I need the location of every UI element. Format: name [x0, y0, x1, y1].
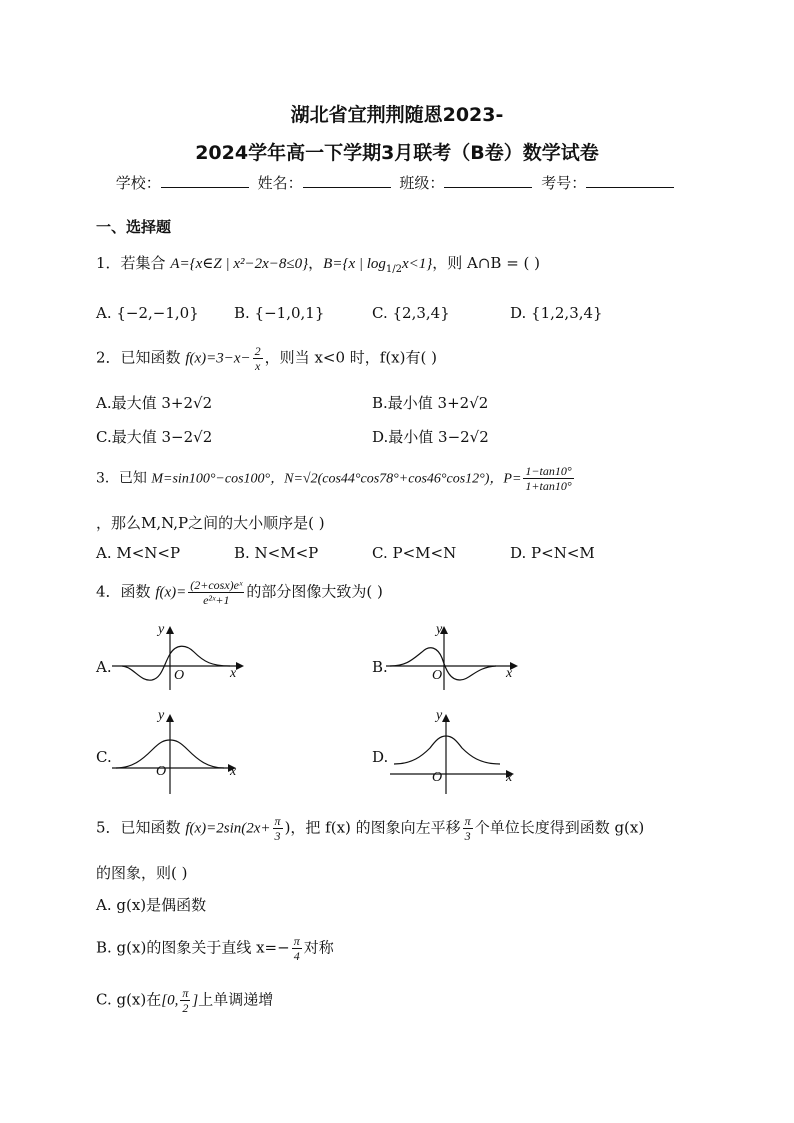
- q3-option-a[interactable]: A. M<N<P: [96, 544, 181, 562]
- q2-fx: f(x)=3−x−: [185, 350, 251, 367]
- school-blank[interactable]: [161, 173, 249, 188]
- q2-option-a[interactable]: A.最大值 3+2√2: [96, 394, 213, 412]
- graph-a-x-arrow: [236, 662, 244, 670]
- graph-a-y-arrow: [166, 626, 174, 634]
- q1-number: 1．若集合: [96, 254, 166, 272]
- q3-fraction: [523, 464, 573, 493]
- q4-fraction: [188, 578, 244, 607]
- question-3-line-2: ，那么M,N,P之间的大小顺序是( ): [96, 514, 325, 532]
- q5-optb-num: π: [293, 934, 300, 948]
- q1-set-a: A={x∈Z | x²−2x−8≤0}: [170, 256, 309, 272]
- q1-option-d[interactable]: D. {1,2,3,4}: [510, 304, 603, 322]
- q2-number: 2．已知函数: [96, 348, 181, 367]
- student-info-line: [0, 172, 794, 193]
- graph-c-y-label: y: [158, 708, 165, 723]
- school-label: 学校：: [115, 174, 161, 192]
- q5-option-b-fraction: [292, 934, 302, 963]
- graph-b-curve: [390, 648, 496, 680]
- q5-option-a[interactable]: A. g(x)是偶函数: [96, 896, 207, 914]
- q4-number: 4．函数: [96, 582, 151, 601]
- q2-option-b[interactable]: B.最小值 3+2√2: [372, 394, 489, 412]
- q4-option-d-label[interactable]: D.: [372, 748, 389, 766]
- q5-option-b[interactable]: [96, 934, 334, 963]
- graph-d-y-label: y: [436, 708, 443, 723]
- q3-option-b[interactable]: B. N<M<P: [234, 544, 319, 562]
- graph-c-x-label: x: [230, 764, 237, 779]
- graph-a-x-label: x: [230, 666, 237, 681]
- name-label: 姓名：: [257, 174, 303, 192]
- title-line-1: 湖北省宜荆荆随恩2023-: [290, 104, 504, 126]
- question-2-stem: [96, 344, 437, 373]
- q4-tail: 的部分图像大致为( ): [246, 582, 383, 601]
- graph-c-origin: O: [156, 764, 167, 779]
- class-label: 班级：: [399, 174, 445, 192]
- q3-option-d[interactable]: D. P<N<M: [510, 544, 595, 562]
- q5-fraction-2: [463, 814, 473, 843]
- q3-frac-num: 1−tan10°: [525, 464, 572, 478]
- q2-option-d[interactable]: D.最小值 3−2√2: [372, 428, 489, 446]
- q5-frac1-num: π: [274, 814, 281, 828]
- q5-option-c-fraction: [180, 986, 190, 1015]
- q5-frac1-den: 3: [274, 829, 281, 843]
- graph-d-y-arrow: [442, 714, 450, 722]
- q5-option-c-post: 上单调递增: [198, 990, 274, 1009]
- q2-option-c[interactable]: C.最大值 3−2√2: [96, 428, 213, 446]
- question-5-line-2: 的图象，则( ): [96, 864, 188, 882]
- q4-frac-num: (2+cosx)eˣ: [190, 578, 243, 592]
- q5-optc-den: 2: [182, 1001, 189, 1015]
- q5-option-c[interactable]: [96, 986, 273, 1015]
- q4-option-b-label[interactable]: B.: [372, 658, 388, 676]
- q4-option-a-label[interactable]: A.: [96, 658, 112, 676]
- section-heading: 一、选择题: [96, 218, 172, 236]
- q5-option-c-pre: C. g(x)在: [96, 990, 162, 1009]
- q3-frac-den: 1+tan10°: [525, 479, 572, 493]
- graph-c-y-arrow: [166, 714, 174, 722]
- q5-option-b-post: 对称: [303, 938, 334, 957]
- q1-option-b[interactable]: B. {−1,0,1}: [234, 304, 325, 322]
- q4-graph-d[interactable]: [390, 712, 520, 794]
- number-blank[interactable]: [586, 173, 674, 188]
- question-5-stem: [96, 814, 644, 843]
- q4-graph-b[interactable]: [386, 624, 526, 690]
- q5-option-b-pre: B. g(x)的图象关于直线 x=−: [96, 938, 290, 957]
- title-line-2: 2024学年高一下学期3月联考（B卷）数学试卷: [195, 142, 599, 164]
- graph-d-x-label: x: [506, 770, 513, 785]
- q2-fraction: [253, 344, 263, 373]
- graph-b-x-label: x: [506, 666, 513, 681]
- q5-frac2-num: π: [464, 814, 471, 828]
- graph-d-origin: O: [432, 770, 443, 785]
- q4-option-c-label[interactable]: C.: [96, 748, 112, 766]
- q4-frac-den: e²ˣ+1: [203, 593, 230, 607]
- q1-sep: ，: [308, 254, 324, 272]
- q5-option-c-interval-close: ]: [192, 992, 199, 1009]
- q1-set-b-post: x<1}: [401, 256, 433, 272]
- q5-fraction-1: [273, 814, 283, 843]
- graph-a-origin: O: [174, 668, 185, 683]
- q5-frac2-den: 3: [464, 829, 471, 843]
- q4-fx: f(x)=: [155, 584, 187, 601]
- q5-mid: )，把 f(x) 的图象向左平移: [284, 818, 461, 837]
- q5-option-c-interval-open: [0,: [161, 992, 179, 1009]
- q1-option-a[interactable]: A. {−2,−1,0}: [96, 304, 199, 322]
- q2-frac-den: x: [255, 359, 261, 373]
- q3-number: 3．已知: [96, 470, 147, 487]
- graph-b-origin: O: [432, 668, 443, 683]
- graph-b-y-label: y: [436, 622, 443, 637]
- q3-option-c[interactable]: C. P<M<N: [372, 544, 457, 562]
- question-3-stem: [96, 464, 576, 493]
- graph-a-y-label: y: [158, 622, 165, 637]
- question-1-stem: [96, 252, 540, 275]
- q5-tail: 个单位长度得到函数 g(x): [474, 818, 645, 837]
- name-blank[interactable]: [303, 173, 391, 188]
- q3-expr: M=sin100°−cos100°，N=√2(cos44°cos78°+cos46°cos12°)，P=: [151, 471, 522, 487]
- q4-graph-c[interactable]: [112, 712, 252, 794]
- q5-fx: f(x)=2sin(2x+: [185, 820, 271, 837]
- q1-tail: ，则 A∩B = ( ): [432, 254, 541, 272]
- q5-number: 5．已知函数: [96, 818, 181, 837]
- q1-set-b-pre: B={x | log: [323, 256, 386, 272]
- question-4-stem: [96, 578, 383, 607]
- q1-option-c[interactable]: C. {2,3,4}: [372, 304, 450, 322]
- q2-tail: ，则当 x<0 时，f(x)有( ): [264, 348, 437, 367]
- class-blank[interactable]: [444, 173, 532, 188]
- q1-log-base: 1/2: [385, 264, 402, 275]
- q5-optb-den: 4: [293, 949, 300, 963]
- graph-d-curve: [394, 736, 500, 764]
- q5-optc-num: π: [182, 986, 189, 1000]
- number-label: 考号：: [541, 174, 587, 192]
- q2-frac-num: 2: [254, 344, 261, 358]
